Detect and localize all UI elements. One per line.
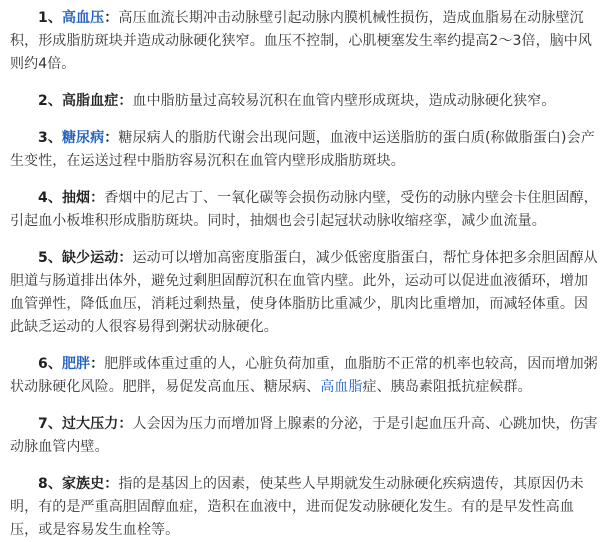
item-colon: ： [90,356,105,372]
paragraph-lack-of-exercise [10,247,601,339]
paragraph-diabetes [10,127,601,173]
item-text: 血中脂肪量过高较易沉积在血管内壁形成斑块，造成动脉硬化狭窄。 [132,93,556,109]
item-number: 6、 [38,356,62,372]
item-number: 3、 [38,130,62,146]
item-heading: 家族史 [61,476,105,492]
item-text: 指的是基因上的因素，使某些人早期就发生动脉硬化疾病遗传，其原因仍未明，有的是严重高胆固醇血症，造积在血液中，进而促发动脉硬化发生。有的是早发性高血压，或是容易发生血栓等。 [10,476,584,538]
item-number: 4、 [38,190,62,206]
item-colon: ： [104,476,119,492]
link-hyperlipidemia[interactable]: 高血脂 [320,379,363,395]
item-number: 1、 [38,10,62,26]
link-obesity[interactable]: 肥胖 [61,356,91,372]
item-number: 7、 [38,416,62,432]
item-text: 高压血流长期冲击动脉壁引起动脉内膜机械性损伤，造成血脂易在动脉壁沉积，形成脂肪斑块并造成动脉硬化狭窄。血压不控制，心肌梗塞发生率约提高2～3倍，脑中风则约4倍。 [10,10,593,72]
item-text: 人会因为压力而增加肾上腺素的分泌，于是引起血压升高、心跳加快，伤害动脉血管内壁。 [10,416,598,455]
item-text: 肥胖或体重过重的人，心脏负荷加重，血脂肪不正常的机率也较高，因而增加粥状动脉硬化风险。肥胖，易促发高血压、糖尿病、 [10,356,598,395]
paragraph-stress [10,413,601,459]
item-colon: ： [118,250,133,266]
item-colon: ： [104,10,119,26]
paragraph-hypertension [10,7,601,76]
item-colon: ： [104,130,119,146]
paragraph-smoking [10,187,601,233]
item-heading: 抽烟 [61,190,91,206]
item-text: 症、胰岛素阻抵抗症候群。 [362,379,532,395]
item-colon: ： [118,93,133,109]
item-heading: 缺少运动 [61,250,119,266]
item-text: 香烟中的尼古丁、一氧化碳等会损伤动脉内壁，受伤的动脉内壁会卡住胆固醇，引起血小板堆积形成脂肪斑块。同时，抽烟也会引起冠状动脉收缩痉挛，减少血流量。 [10,190,598,229]
item-heading: 过大压力 [61,416,119,432]
link-hypertension[interactable]: 高血压 [61,10,105,26]
item-colon: ： [90,190,105,206]
paragraph-hyperlipidemia [10,90,601,113]
item-text: 糖尿病人的脂肪代谢会出现问题，血液中运送脂肪的蛋白质(称做脂蛋白)会产生变性，在运送过程中脂肪容易沉积在血管内壁形成脂肪斑块。 [10,130,595,169]
item-heading: 高脂血症 [61,93,119,109]
link-diabetes[interactable]: 糖尿病 [61,130,105,146]
item-text: 运动可以增加高密度脂蛋白，减少低密度脂蛋白，帮忙身体把多余胆固醇从胆道与肠道排出体外，避免过剩胆固醇沉积在血管内壁。此外，运动可以促进血液循环，增加血管弹性，降低血压，消耗过剩热量，使身体脂肪比重减少，肌肉比重增加，而减轻体重。因此缺乏运动的人很容易得到粥状动脉硬化。 [10,250,598,335]
item-colon: ： [118,416,133,432]
item-number: 8、 [38,476,62,492]
item-number: 2、 [38,93,62,109]
item-number: 5、 [38,250,62,266]
paragraph-obesity [10,353,601,399]
